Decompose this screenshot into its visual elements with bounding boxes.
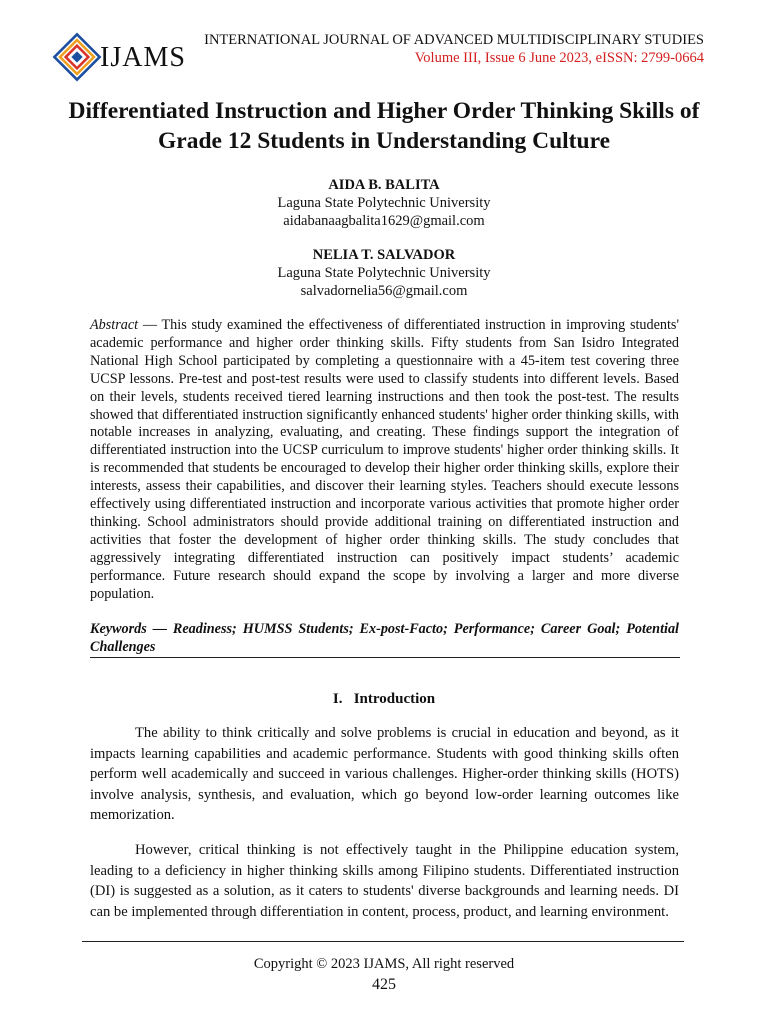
journal-name: INTERNATIONAL JOURNAL OF ADVANCED MULTIDISCIPLINARY STUDIES	[204, 32, 704, 48]
body-paragraph: However, critical thinking is not effectively taught in the Philippine education system, leading to a deficiency in higher thinking skills among Filipino students. Differentiated instruction (DI) is suggested as a solution, as it caters to students' diverse backgrounds and learning needs. DI can be implemented through differentiation in content, process, product, and learning environment.	[90, 842, 679, 920]
author-email: aidabanaagbalita1629@gmail.com	[283, 213, 485, 229]
section-heading: I. Introduction	[332, 691, 436, 707]
author-affiliation: Laguna State Polytechnic University	[277, 195, 491, 211]
author-block	[90, 176, 678, 230]
paper-title: Differentiated Instruction and Higher Order Thinking Skills of Grade 12 Students in Understanding Culture	[68, 98, 700, 154]
author-name: NELIA T. SALVADOR	[312, 247, 456, 263]
journal-logo	[52, 30, 202, 86]
author-affiliation: Laguna State Polytechnic University	[277, 265, 491, 281]
copyright-text: Copyright © 2023 IJAMS, All right reserved	[253, 956, 515, 972]
author-name: AIDA B. BALITA	[328, 177, 440, 193]
abstract-text: This study examined the effectiveness of differentiated instruction in improving students' academic performance and higher order thinking skills. Fifty students from San Isidro Integrated National High School participated by completing a questionnaire with a 45-item test covering three UCSP lessons. Pre-test and post-test results were used to classify students into different levels. Based on their levels, students received tiered learning instructions and then took the post-test. The results showed that differentiated instruction significantly enhanced students' higher order thinking skills, with notable increases in analyzing, evaluating, and creating. These findings support the integration of differentiated instruction into the UCSP curriculum to improve students' higher order thinking skills. It is recommended that students be encouraged to develop their higher order thinking skills, explore their interests, assess their capabilities, and discover their learning styles. Teachers should execute lessons effectively using differentiated instruction and incorporate various activities that promote higher order thinking. School administrators should provide additional training on differentiated instruction and activities that foster the development of higher order thinking skills. The study concludes that aggressively integrating differentiated instruction can positively impact students’ academic performance. Future research should expand the scope by involving a larger and more diverse population.	[90, 317, 680, 602]
page-header	[52, 26, 704, 86]
page-number: 425	[372, 976, 396, 993]
footer-divider	[82, 941, 684, 942]
journal-volume-info: Volume III, Issue 6 June 2023, eISSN: 2799-0664	[414, 50, 704, 66]
abstract	[90, 317, 679, 604]
author-block	[90, 246, 678, 300]
abstract-separator: —	[138, 317, 162, 333]
abstract-label: Abstract	[90, 317, 139, 333]
logo-text: IJAMS	[100, 42, 186, 73]
author-email: salvadornelia56@gmail.com	[300, 283, 468, 299]
body-paragraph: The ability to think critically and solve problems is crucial in education and beyond, as it impacts learning capabilities and academic performance. Students with good thinking skills often perform well academically and succeed in various challenges. Higher-order thinking skills (HOTS) involve analysis, synthesis, and evaluation, which go beyond low-order learning outcomes like memorization.	[90, 725, 679, 824]
keywords: Keywords — Readiness; HUMSS Students; Ex-post-Facto; Performance; Career Goal; Potential Challenges	[90, 621, 679, 655]
logo-diamond-icon	[52, 30, 102, 84]
keywords-divider	[90, 657, 680, 658]
